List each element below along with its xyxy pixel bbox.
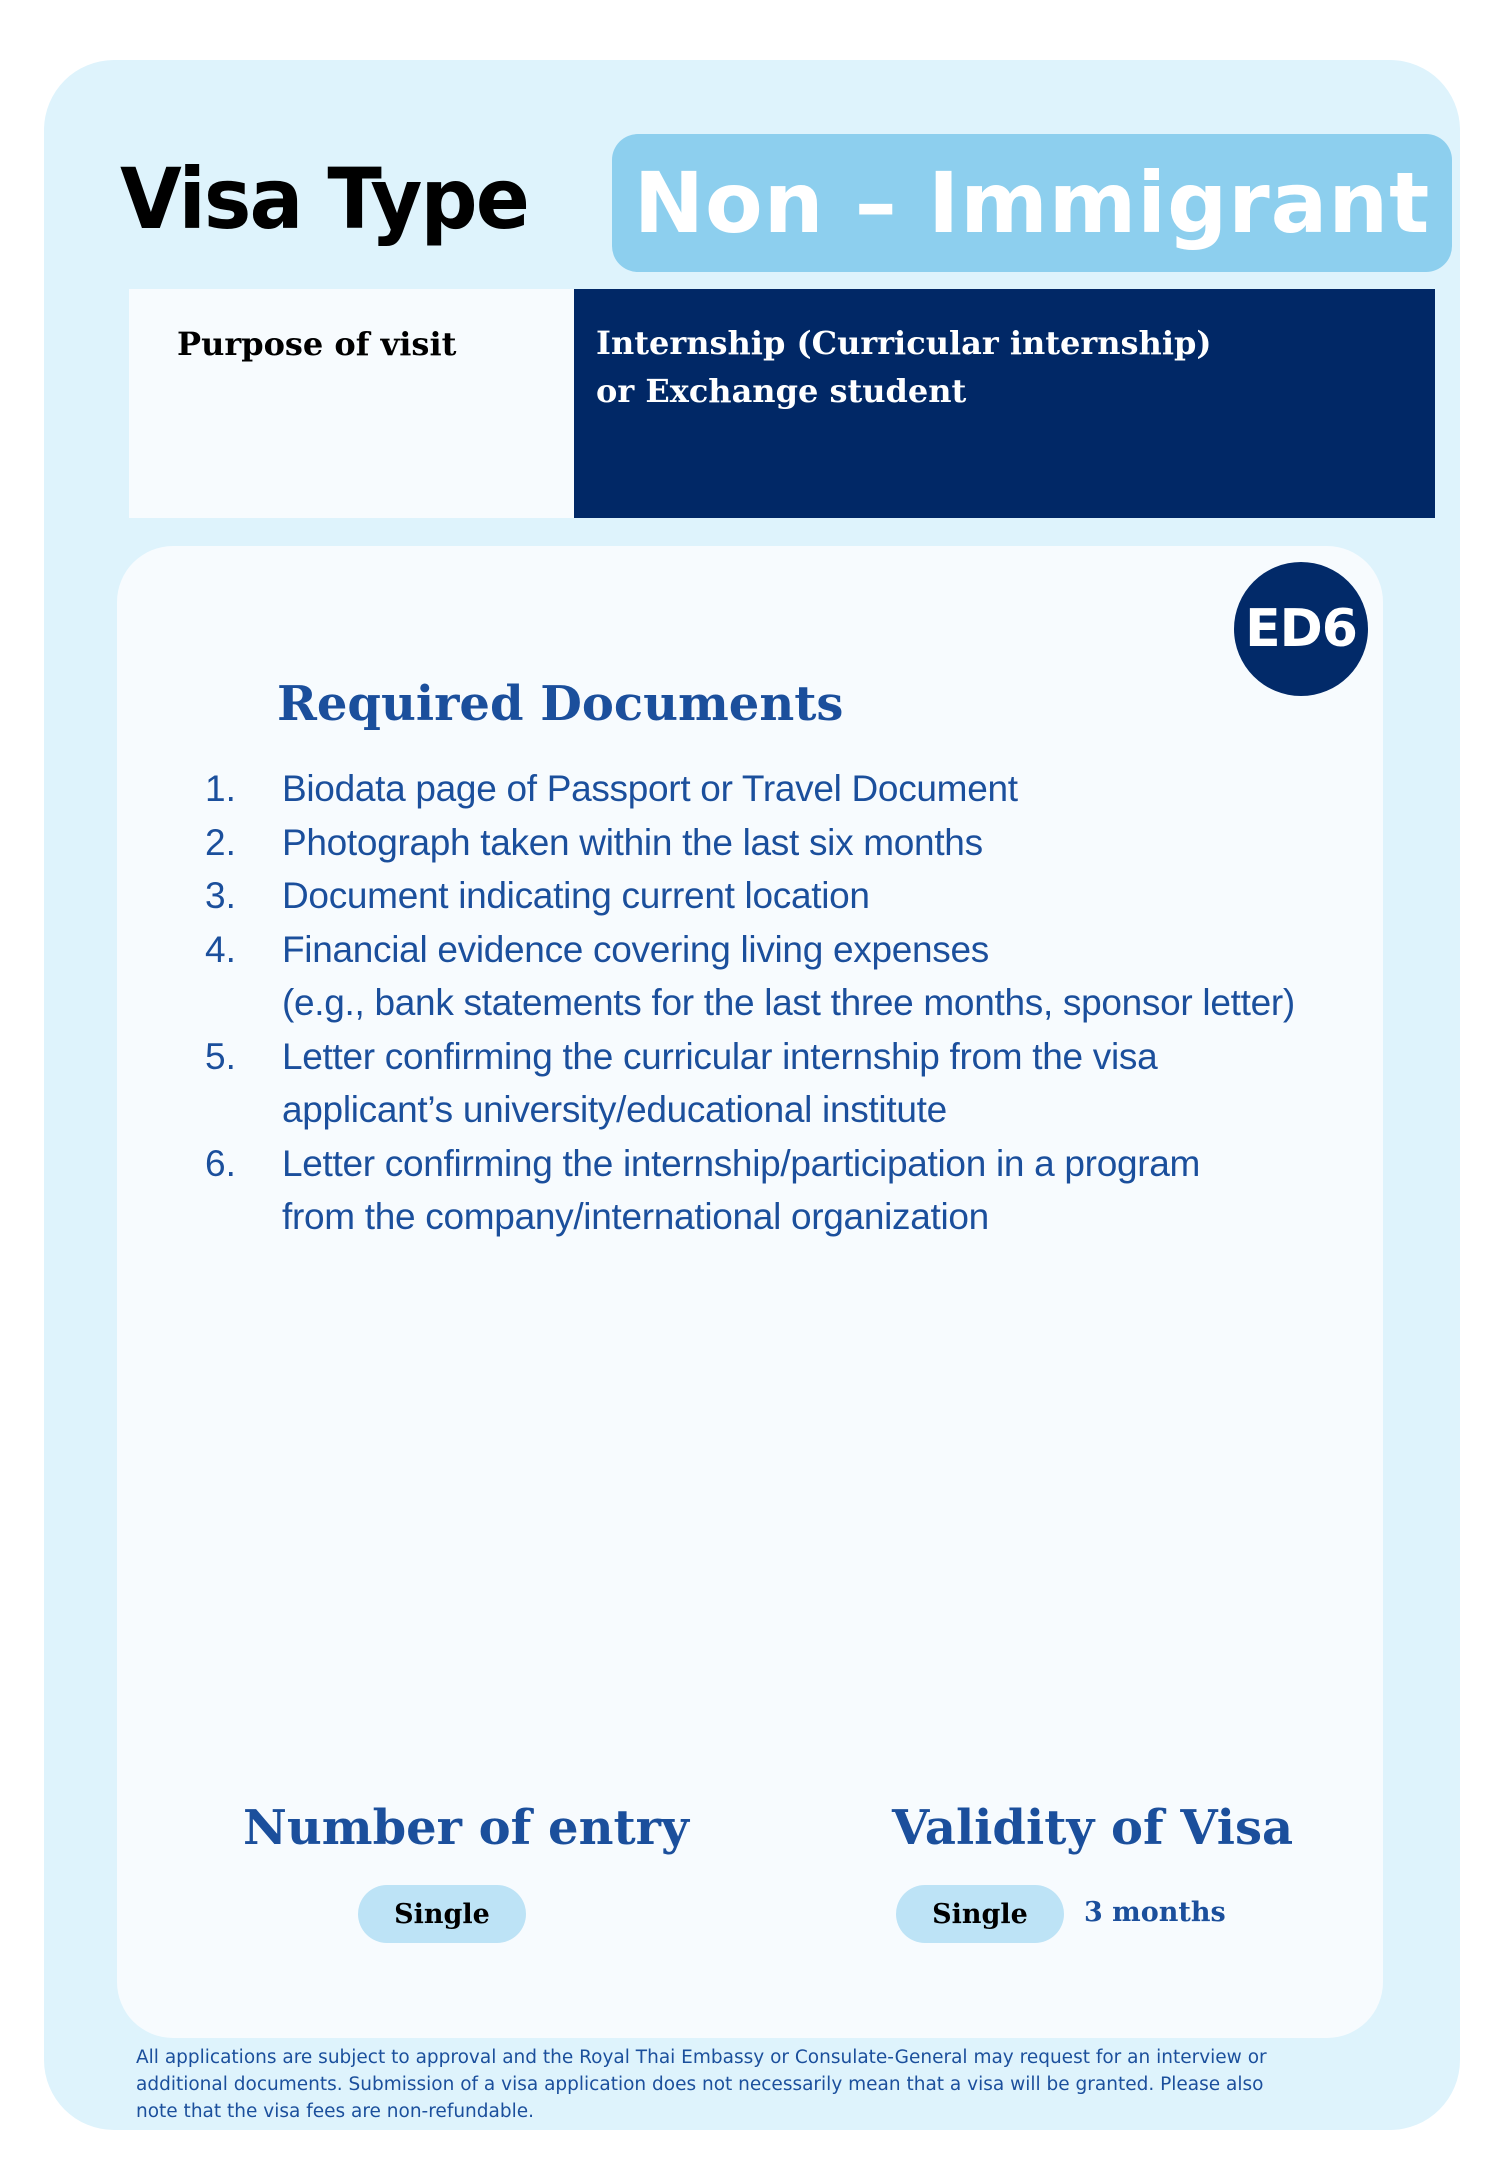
list-item-line: from the company/international organization [282, 1196, 989, 1237]
list-item-text [282, 816, 983, 870]
visa-category-label: Non – Immigrant [633, 154, 1431, 252]
visa-code-badge [1234, 562, 1368, 696]
list-item-number: 4. [205, 928, 236, 970]
list-item-text [282, 762, 1018, 816]
list-item-line: applicant’s university/educational institute [282, 1089, 947, 1130]
purpose-value [596, 319, 1435, 415]
purpose-value-line: Internship (Curricular internship) [596, 324, 1212, 362]
purpose-row [129, 289, 1435, 518]
validity-duration: 3 months [1084, 1897, 1226, 1928]
list-item-number: 5. [205, 1035, 236, 1077]
list-item-number: 1. [205, 768, 236, 809]
list-item-number: 6. [205, 1142, 236, 1184]
disclaimer-line: additional documents. Submission of a visa application does not necessarily mean that a visa will be granted. Please also [136, 2074, 1264, 2095]
disclaimer-line: note that the visa fees are non-refundable. [136, 2101, 535, 2122]
number-of-entry-title: Number of entry [243, 1800, 689, 1856]
list-item [205, 762, 1405, 816]
purpose-label-cell [129, 289, 574, 518]
visa-category-pill [612, 134, 1452, 272]
list-item-text [282, 923, 1295, 1030]
list-item [205, 1030, 1405, 1137]
required-documents-title: Required Documents [277, 676, 844, 732]
required-documents-list [205, 762, 1405, 1244]
purpose-value-line: or Exchange student [596, 372, 967, 410]
list-item-text [282, 869, 870, 923]
list-item-line: Financial evidence covering living expenses [282, 928, 989, 970]
list-item-number: 2. [205, 821, 236, 863]
list-item-line: (e.g., bank statements for the last three months, sponsor letter) [282, 982, 1295, 1023]
disclaimer-line: All applications are subject to approval and the Royal Thai Embassy or Consulate-General may request for an interview or [136, 2047, 1267, 2068]
disclaimer-text [136, 2044, 1416, 2125]
list-item [205, 816, 1405, 870]
purpose-value-cell [574, 289, 1435, 518]
list-item-text [282, 1030, 1157, 1137]
list-item-text [282, 1137, 1200, 1244]
list-item-line: Photograph taken within the last six months [282, 821, 983, 863]
list-item [205, 923, 1405, 1030]
visa-type-title: Visa Type [120, 150, 528, 248]
list-item-line: Biodata page of Passport or Travel Document [282, 768, 1018, 809]
list-item-line: Letter confirming the internship/participation in a program [282, 1142, 1201, 1184]
entry-value-pill: Single [358, 1885, 526, 1943]
visa-code: ED6 [1245, 599, 1357, 659]
list-item [205, 869, 1405, 923]
validity-entry-pill: Single [896, 1885, 1064, 1943]
list-item-line: Letter confirming the curricular internship from the visa [282, 1035, 1158, 1077]
list-item [205, 1137, 1405, 1244]
list-item-line: Document indicating current location [282, 875, 870, 916]
list-item-number: 3. [205, 875, 236, 916]
purpose-label: Purpose of visit [177, 325, 457, 363]
validity-title: Validity of Visa [892, 1800, 1294, 1856]
